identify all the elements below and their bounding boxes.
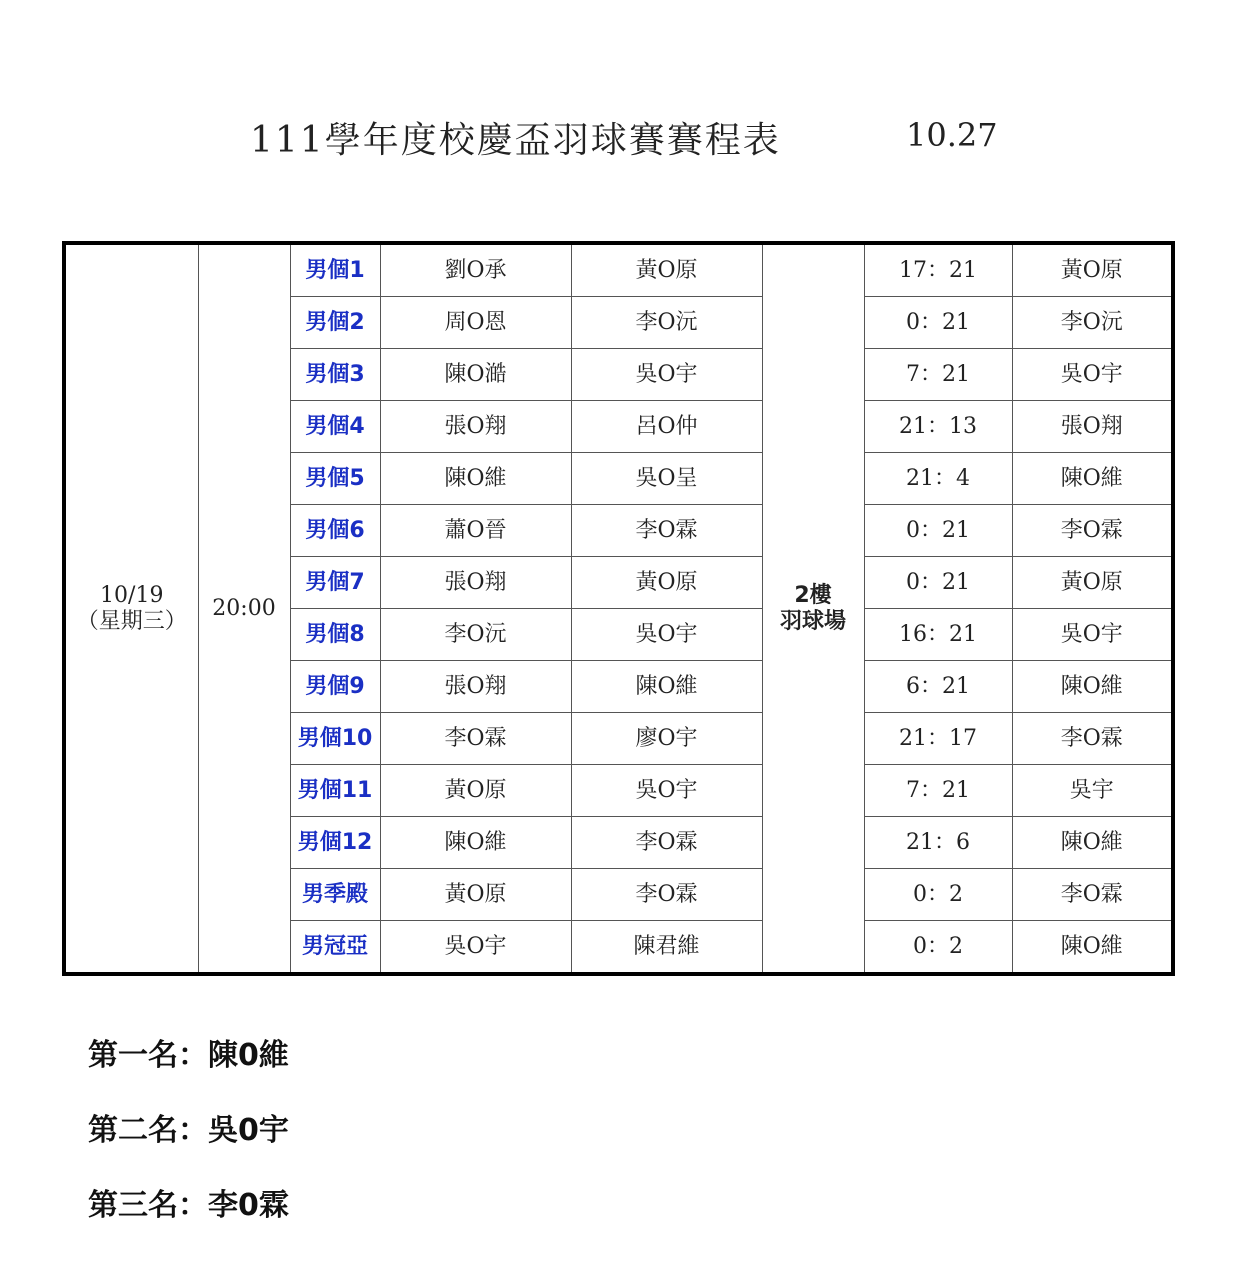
player-a: 劉O承: [380, 243, 571, 297]
schedule-body: [64, 243, 1173, 974]
player-b: 吳O宇: [571, 349, 762, 401]
match-winner: 李O霖: [1012, 869, 1173, 921]
match-winner: 吳宇: [1012, 765, 1173, 817]
player-a: 黃O原: [380, 765, 571, 817]
ranking-second: 第二名：吳0宇: [88, 1113, 289, 1148]
player-b: 李O沅: [571, 297, 762, 349]
match-score: 21：4: [864, 453, 1012, 505]
player-a: 張O翔: [380, 661, 571, 713]
venue-court: 羽球場: [779, 608, 846, 634]
player-b: 陳君維: [571, 921, 762, 975]
match-date-cell: [64, 243, 198, 974]
match-id: 男季殿: [290, 869, 380, 921]
ranking-third: 第三名：李0霖: [88, 1188, 289, 1223]
match-score: 21：13: [864, 401, 1012, 453]
match-winner: 黃O原: [1012, 557, 1173, 609]
match-id: 男個2: [290, 297, 380, 349]
match-winner: 張O翔: [1012, 401, 1173, 453]
player-a: 張O翔: [380, 401, 571, 453]
match-id: 男個1: [290, 243, 380, 297]
player-a: 陳O維: [380, 453, 571, 505]
title-date: 10.27: [906, 116, 998, 154]
player-b: 李O霖: [571, 505, 762, 557]
match-date: 10/19: [100, 583, 164, 609]
match-winner: 吳O宇: [1012, 609, 1173, 661]
match-time: 20:00: [198, 243, 290, 974]
ranking-first: 第一名：陳0維: [88, 1038, 289, 1073]
match-id: 男個7: [290, 557, 380, 609]
match-score: 6：21: [864, 661, 1012, 713]
player-b: 廖O宇: [571, 713, 762, 765]
player-b: 黃O原: [571, 557, 762, 609]
match-score: 0：21: [864, 505, 1012, 557]
match-winner: 陳O維: [1012, 453, 1173, 505]
venue-cell: [762, 243, 864, 974]
match-score: 16：21: [864, 609, 1012, 661]
table-row: [64, 243, 1173, 297]
player-a: 陳O維: [380, 817, 571, 869]
player-b: 李O霖: [571, 869, 762, 921]
player-b: 吳O宇: [571, 609, 762, 661]
player-a: 蕭O晉: [380, 505, 571, 557]
match-id: 男個4: [290, 401, 380, 453]
match-winner: 黃O原: [1012, 243, 1173, 297]
player-b: 李O霖: [571, 817, 762, 869]
player-a: 黃O原: [380, 869, 571, 921]
player-b: 黃O原: [571, 243, 762, 297]
player-a: 吳O宇: [380, 921, 571, 975]
match-score: 0：21: [864, 557, 1012, 609]
match-id: 男個5: [290, 453, 380, 505]
match-score: 0：2: [864, 921, 1012, 975]
match-winner: 陳O維: [1012, 661, 1173, 713]
schedule-table: [62, 241, 1175, 976]
match-score: 7：21: [864, 765, 1012, 817]
match-weekday: （星期三）: [76, 608, 187, 634]
match-id: 男冠亞: [290, 921, 380, 975]
player-b: 陳O維: [571, 661, 762, 713]
match-score: 0：21: [864, 297, 1012, 349]
title-row: [0, 112, 1240, 162]
match-id: 男個10: [290, 713, 380, 765]
player-a: 張O翔: [380, 557, 571, 609]
match-winner: 李O霖: [1012, 713, 1173, 765]
match-score: 17：21: [864, 243, 1012, 297]
player-a: 陳O澔: [380, 349, 571, 401]
match-id: 男個6: [290, 505, 380, 557]
match-id: 男個3: [290, 349, 380, 401]
player-b: 呂O仲: [571, 401, 762, 453]
player-a: 李O沅: [380, 609, 571, 661]
match-winner: 李O沅: [1012, 297, 1173, 349]
match-score: 21：17: [864, 713, 1012, 765]
match-score: 0：2: [864, 869, 1012, 921]
venue-floor: 2樓: [794, 583, 832, 609]
match-id: 男個11: [290, 765, 380, 817]
player-b: 吳O呈: [571, 453, 762, 505]
player-a: 周O恩: [380, 297, 571, 349]
match-score: 21：6: [864, 817, 1012, 869]
player-a: 李O霖: [380, 713, 571, 765]
match-score: 7：21: [864, 349, 1012, 401]
match-id: 男個12: [290, 817, 380, 869]
match-id: 男個8: [290, 609, 380, 661]
match-winner: 陳O維: [1012, 817, 1173, 869]
page-title: 111學年度校慶盃羽球賽賽程表: [250, 120, 781, 161]
match-winner: 李O霖: [1012, 505, 1173, 557]
match-id: 男個9: [290, 661, 380, 713]
match-winner: 吳O宇: [1012, 349, 1173, 401]
match-winner: 陳O維: [1012, 921, 1173, 975]
player-b: 吳O宇: [571, 765, 762, 817]
